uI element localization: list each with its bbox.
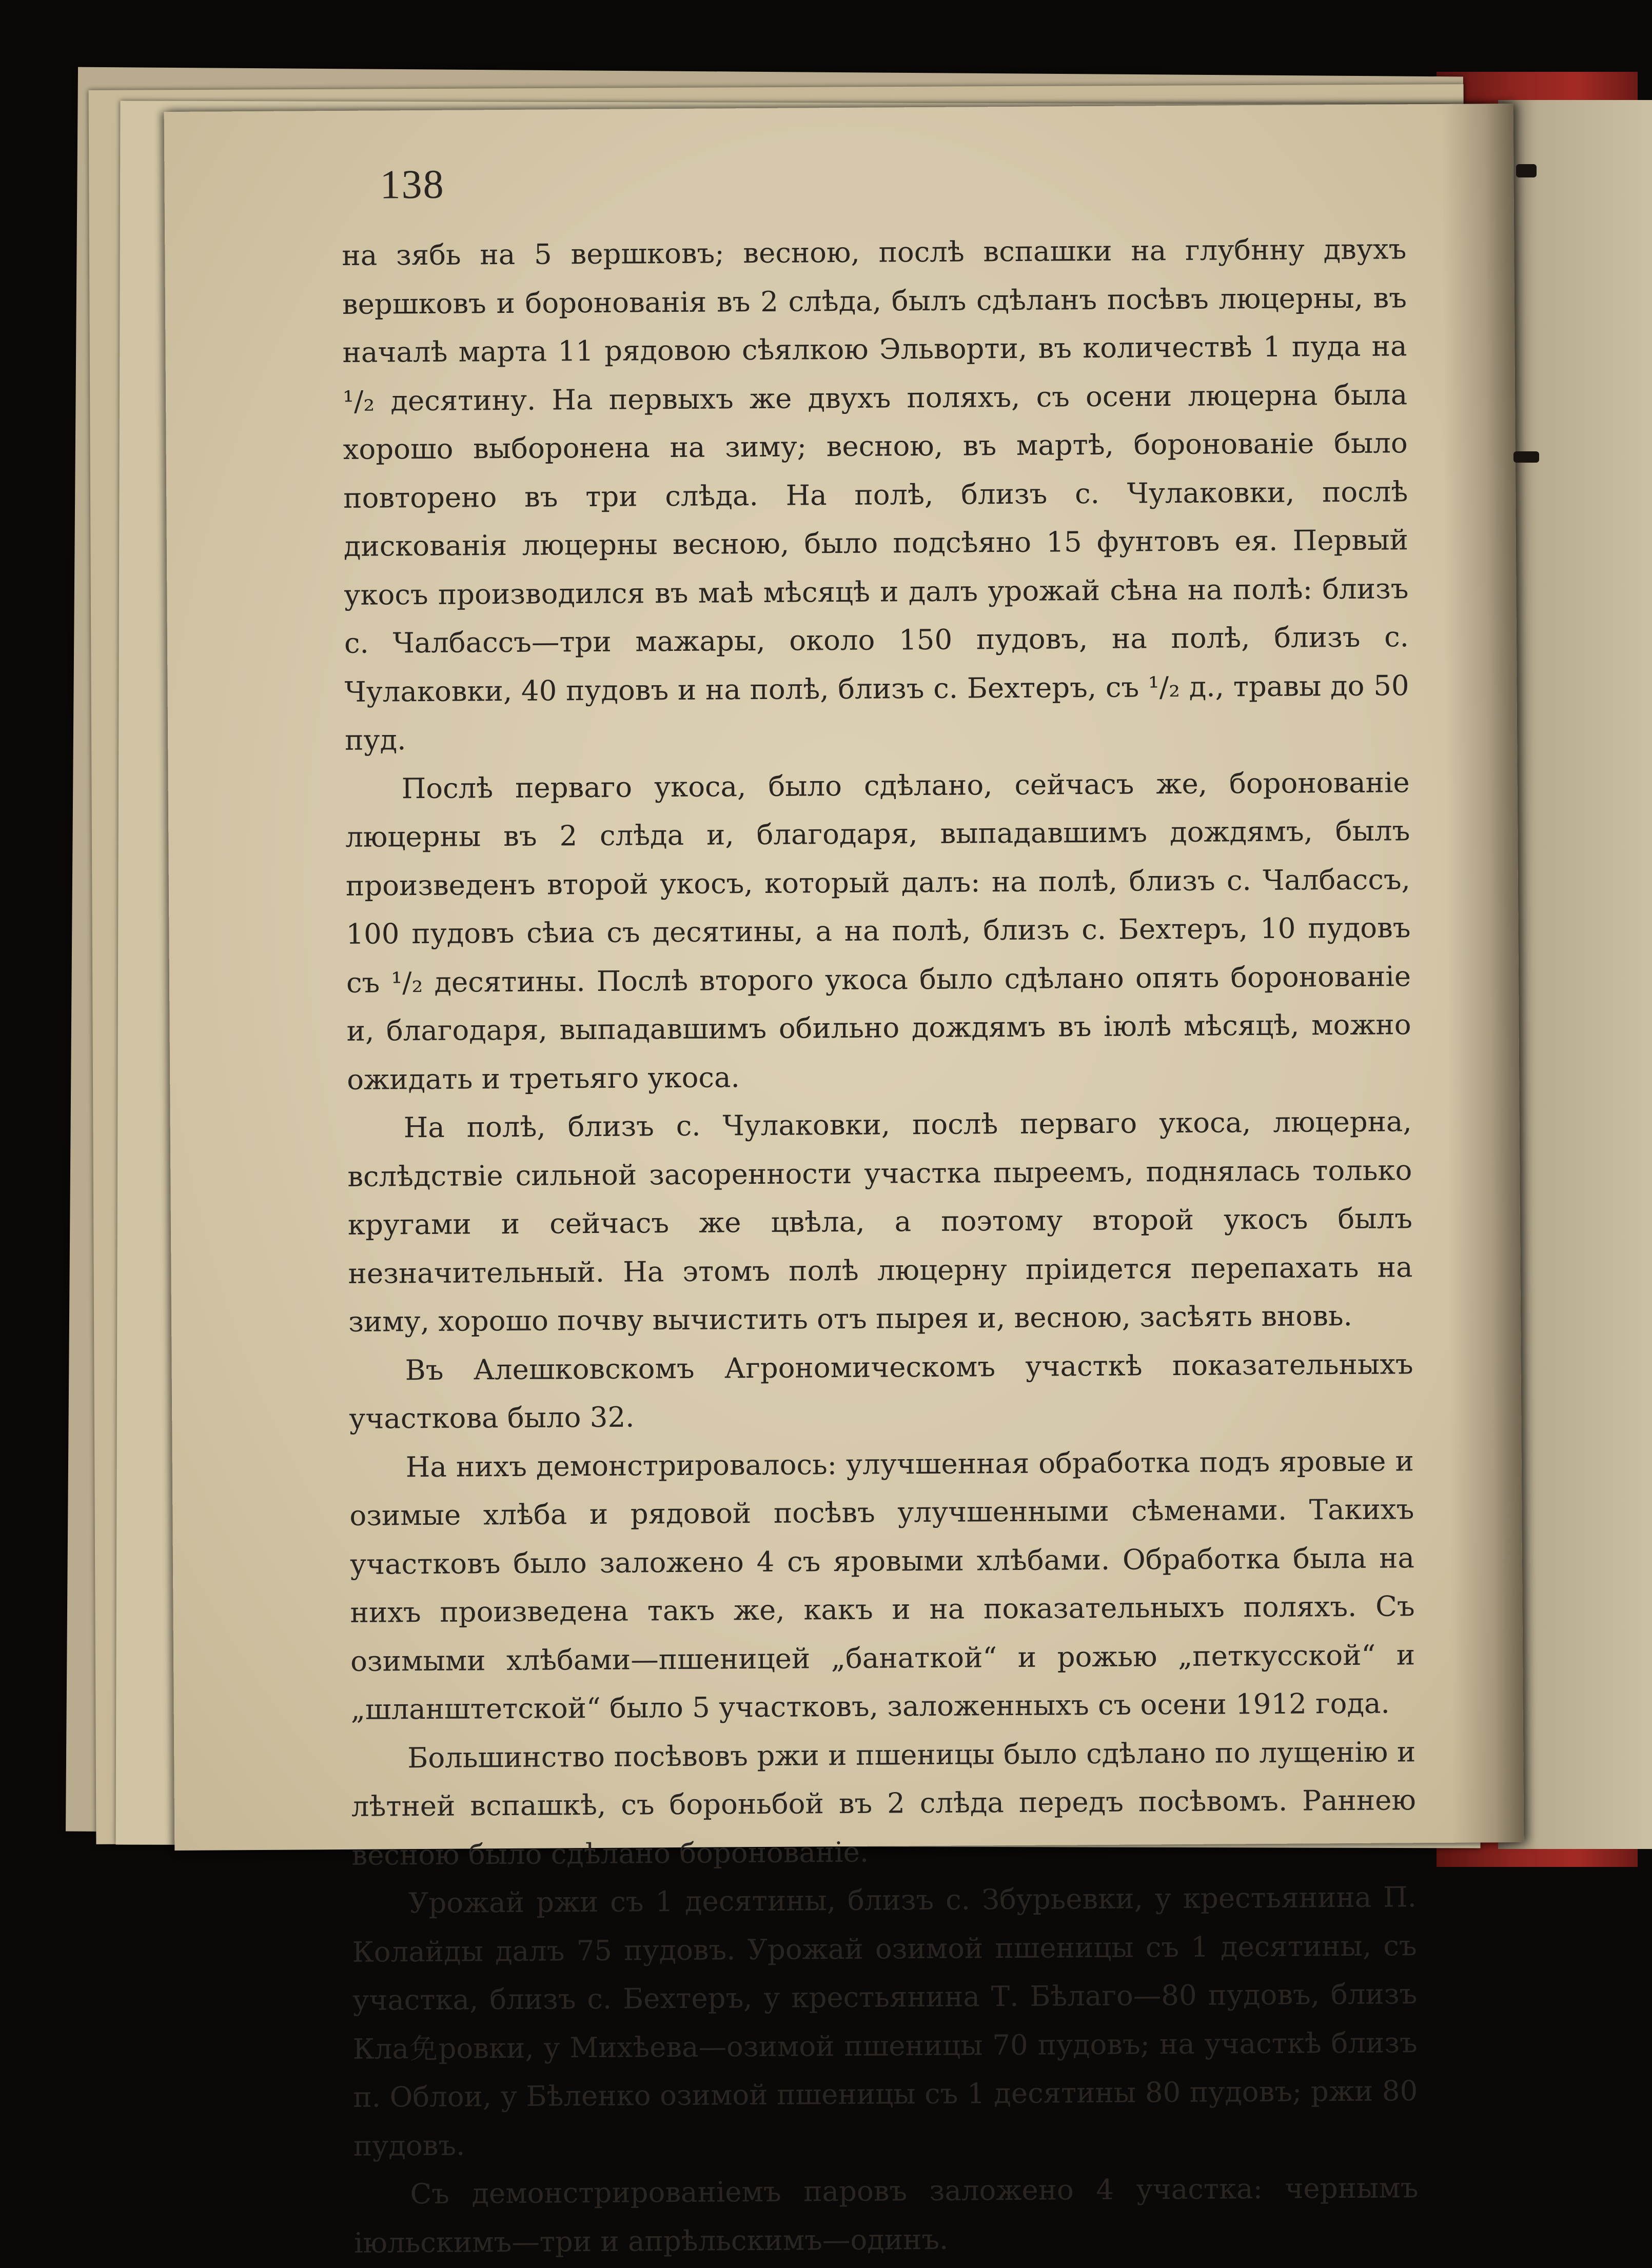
paragraph: на зябь на 5 вершковъ; весною, послѣ вспашки на глубнну двухъ вершковъ и боронованія въ 2 слѣда, былъ сдѣланъ посѣвъ люцерны, въ началѣ марта 11 рядовою сѣялкою Эльворти, въ количествѣ 1 пуда на ¹/₂ десятину. На первыхъ же двухъ поляхъ, съ осени люцерна была хорошо выборонена на зиму; весною, въ мартѣ, боронованіе было повторено въ три слѣда. На полѣ, близъ с. Чулаковки, послѣ дискованія люцерны весною, было подсѣяно 15 фунтовъ ея. Первый укосъ производился въ маѣ мѣсяцѣ и далъ урожай сѣна на полѣ: близъ с. Чалбассъ—три мажары, около 150 пудовъ, на полѣ, близъ с. Чулаковки, 40 пудовъ и на полѣ, близъ с. Бехтеръ, съ ¹/₂ д., травы до 50 пуд. [342, 232, 1409, 757]
binding-thread [1516, 164, 1537, 177]
page-number: 138 [380, 162, 445, 208]
binding-thread [1513, 451, 1539, 463]
gutter-shadow [1442, 104, 1524, 1843]
paragraph: Урожай ржи съ 1 десятины, близъ с. Збурьевки, у крестьянина П. Колайды далъ 75 пудовъ. Урожай озимой пшеницы съ 1 десятины, съ участка, близъ с. Бехтеръ, у крестьянина Т. Бѣлаго—80 пудовъ, близъ Кла免ровки, у Михѣева—озимой пшеницы 70 пудовъ; на участкѣ близъ п. Облои, у Бѣленко озимой пшеницы съ 1 десятины 80 пудовъ; ржи 80 пудовъ. [352, 1880, 1418, 2162]
paragraph: Послѣ перваго укоса, было сдѣлано, сейчасъ же, боронованіе люцерны въ 2 слѣда и, благодаря, выпадавшимъ дождямъ, былъ произведенъ второй укосъ, который далъ: на полѣ, близъ с. Чалбассъ, 100 пудовъ сѣиа съ десятины, а на полѣ, близъ с. Бехтеръ, 10 пудовъ съ ¹/₂ десятины. Послѣ второго укоса было сдѣлано опять боронованіе и, благодаря, выпадавшимъ обильно дождямъ въ іюлѣ мѣсяцѣ, можно ожидать и третьяго укоса. [345, 765, 1411, 1096]
paragraph: Въ Алешковскомъ Агрономическомъ участкѣ показательныхъ участкова было 32. [349, 1347, 1413, 1435]
book-page [164, 104, 1524, 2259]
paragraph: На нихъ демонстрировалось: улучшенная обработка подъ яровые и озимые хлѣба и рядовой посѣвъ улучшенными сѣменами. Такихъ участковъ было заложено 4 съ яровыми хлѣбами. Обработка была на нихъ произведена такъ же, какъ и на показательныхъ поляхъ. Съ озимыми хлѣбами—пшеницей „банаткой“ и рожью „петкусской“ и „шланштетской“ было 5 участковъ, заложенныхъ съ осени 1912 года. [349, 1444, 1415, 1726]
page-body [342, 225, 1419, 2267]
paragraph: Съ демонстрированіемъ паровъ заложено 4 участка: чернымъ іюльскимъ—три и апрѣльскимъ—одинъ. [353, 2171, 1419, 2259]
paragraph: Большинство посѣвовъ ржи и пшеницы было сдѣлано по лущенію и лѣтней вспашкѣ, съ бороньбой въ 2 слѣда передъ посѣвомъ. Раннею весною было сдѣлано боронованіе. [351, 1735, 1417, 1872]
paragraph: На полѣ, близъ с. Чулаковки, послѣ перваго укоса, люцерна, вслѣдствіе сильной засоренности участка пыреемъ, поднялась только кругами и сейчасъ же цвѣла, а поэтому второй укосъ былъ незначительный. На этомъ полѣ люцерну пріидется перепахать на зиму, хорошо почву вычистить отъ пырея и, весною, засѣять вновь. [347, 1105, 1413, 1338]
